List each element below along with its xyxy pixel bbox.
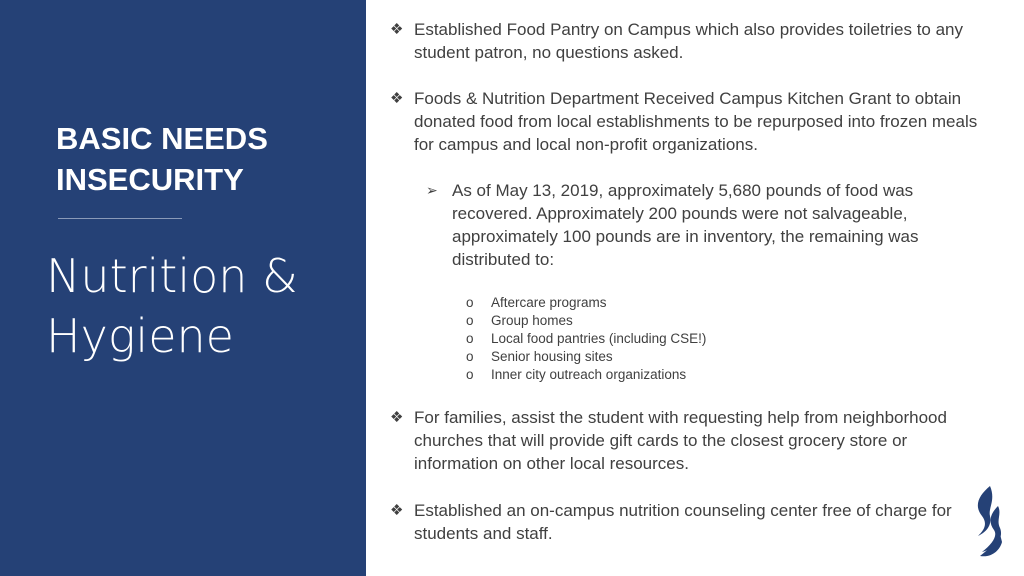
circle-bullet-icon: o: [466, 331, 474, 346]
sub-bullet-text: As of May 13, 2019, approximately 5,680 pounds of food was recovered. Approximately 200 pounds were not salvageable, approximately 100 pounds are in inventory, the remaining was distributed to:: [452, 181, 919, 269]
bullet-families-help: [390, 406, 974, 475]
bullet-food-pantry: [390, 18, 979, 64]
list-item: o Group homes: [466, 313, 573, 328]
flame-logo-icon: [970, 484, 1006, 560]
diamond-bullet-icon: ❖: [390, 21, 404, 38]
arrow-bullet-icon: ➢: [426, 182, 438, 198]
circle-bullet-icon: o: [466, 367, 474, 382]
diamond-bullet-icon: ❖: [390, 90, 404, 107]
bullet-text: Established Food Pantry on Campus which also provides toiletries to any student patron, no questions asked.: [414, 20, 964, 62]
circle-bullet-icon: o: [466, 313, 474, 328]
diamond-bullet-icon: ❖: [390, 502, 404, 519]
diamond-bullet-icon: ❖: [390, 409, 404, 426]
section-title: BASIC NEEDS INSECURITY: [56, 121, 268, 197]
bullet-text: Established an on-campus nutrition counseling center free of charge for students and staff.: [414, 501, 952, 543]
sub-bullet-food-recovered: [426, 179, 972, 271]
section-subtitle: Nutrition & Hygiene: [46, 249, 298, 363]
circle-bullet-icon: o: [466, 349, 474, 364]
list-item: o Local food pantries (including CSE!): [466, 331, 707, 346]
list-item: o Senior housing sites: [466, 349, 613, 364]
list-item: o Inner city outreach organizations: [466, 367, 687, 382]
bullet-nutrition-counseling: [390, 499, 974, 545]
list-item: o Aftercare programs: [466, 295, 607, 310]
circle-bullet-icon: o: [466, 295, 474, 310]
bullet-text: Foods & Nutrition Department Received Campus Kitchen Grant to obtain donated food from local establishments to be repurposed into frozen meals for campus and local non-profit organizations.: [414, 89, 978, 154]
bullet-text: For families, assist the student with requesting help from neighborhood churches that will provide gift cards to the closest grocery store or information on other local resources.: [414, 408, 947, 473]
bullet-campus-kitchen: [390, 87, 984, 156]
distribution-list: [466, 294, 866, 384]
